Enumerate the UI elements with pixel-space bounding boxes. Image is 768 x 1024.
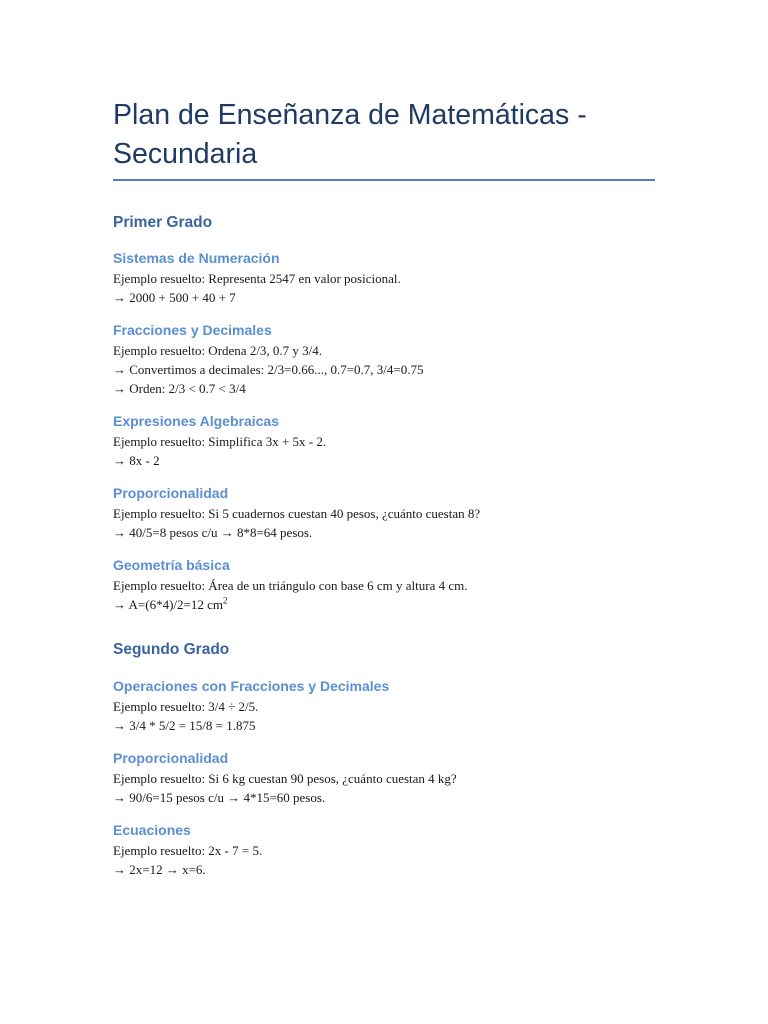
solution-line: → Convertimos a decimales: 2/3=0.66..., 0.7=0.7, 3/4=0.75 (113, 362, 424, 377)
grade-heading: Segundo Grado (113, 641, 230, 658)
example-line: Ejemplo resuelto: Simplifica 3x + 5x - 2. (113, 434, 327, 449)
solution-line: → 8x - 2 (113, 453, 160, 468)
topic-title: Ecuaciones (113, 822, 191, 838)
example-line: Ejemplo resuelto: Si 5 cuadernos cuestan 40 pesos, ¿cuánto cuestan 8? (113, 506, 481, 521)
example-line: Ejemplo resuelto: Representa 2547 en valor posicional. (113, 271, 401, 286)
solution-line: → 2000 + 500 + 40 + 7 (113, 290, 236, 305)
topic-title: Fracciones y Decimales (113, 322, 272, 338)
grade-section-primer (113, 211, 673, 614)
example-line: Ejemplo resuelto: Si 6 kg cuestan 90 pesos, ¿cuánto cuestan 4 kg? (113, 771, 457, 786)
solution-line: → 40/5=8 pesos c/u → 8*8=64 pesos. (113, 525, 313, 540)
document-body (113, 211, 673, 891)
example-line: Ejemplo resuelto: 2x - 7 = 5. (113, 843, 263, 858)
example-line: Ejemplo resuelto: Área de un triángulo con base 6 cm y altura 4 cm. (113, 578, 468, 593)
example-line: Ejemplo resuelto: Ordena 2/3, 0.7 y 3/4. (113, 343, 323, 358)
title-divider (113, 179, 655, 181)
topic-ecuaciones (113, 819, 673, 879)
grade-heading: Primer Grado (113, 214, 213, 231)
solution-line (113, 595, 673, 614)
solution-line: → 90/6=15 pesos c/u → 4*15=60 pesos. (113, 790, 326, 805)
squared-superscript: 2 (223, 595, 228, 606)
grade-section-segundo (113, 638, 673, 879)
topic-title: Operaciones con Fracciones y Decimales (113, 678, 390, 694)
topic-title: Geometría básica (113, 557, 230, 573)
topic-title: Proporcionalidad (113, 750, 229, 766)
topic-expresiones-algebraicas (113, 410, 673, 470)
topic-title: Sistemas de Numeración (113, 250, 280, 266)
solution-line: → Orden: 2/3 < 0.7 < 3/4 (113, 381, 246, 396)
area-formula: → A=(6*4)/2=12 cm (113, 597, 223, 612)
topic-fracciones-decimales (113, 319, 673, 398)
topic-geometria-basica (113, 554, 673, 614)
topic-title: Proporcionalidad (113, 485, 229, 501)
topic-sistemas-numeracion (113, 247, 673, 307)
topic-operaciones-fracciones (113, 675, 673, 735)
topic-title: Expresiones Algebraicas (113, 413, 280, 429)
solution-line: → 3/4 * 5/2 = 15/8 = 1.875 (113, 718, 256, 733)
solution-line: → 2x=12 → x=6. (113, 862, 206, 877)
topic-proporcionalidad (113, 747, 673, 807)
topic-proporcionalidad (113, 482, 673, 542)
example-line: Ejemplo resuelto: 3/4 ÷ 2/5. (113, 699, 259, 714)
document-title: Plan de Enseñanza de Matemáticas - Secundaria (113, 99, 587, 170)
